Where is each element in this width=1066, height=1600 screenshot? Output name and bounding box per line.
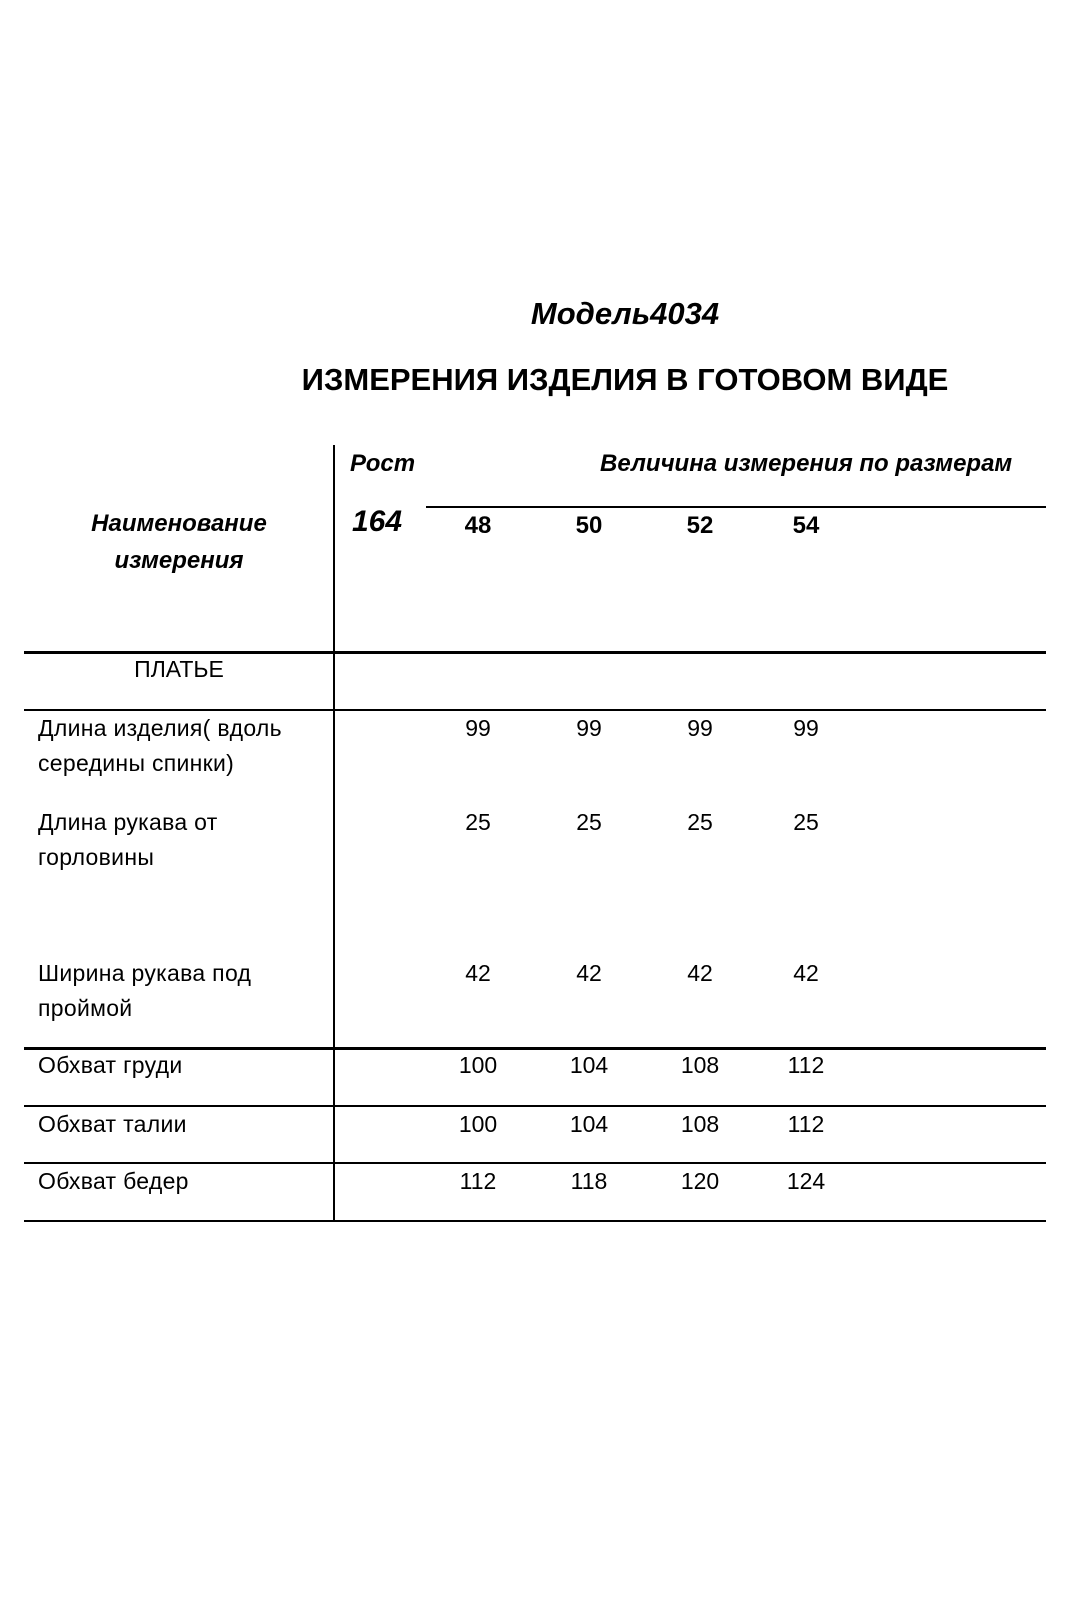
header-divider [24, 651, 1046, 654]
table-cell: 99 [793, 715, 819, 741]
row-label-waist: Обхват талии [38, 1111, 187, 1137]
size-header-underline [426, 506, 1046, 508]
table-cell: 120 [680, 1168, 720, 1194]
table-cell: 42 [687, 960, 713, 986]
size-header-50: 50 [575, 512, 603, 539]
size-header-52: 52 [686, 512, 714, 539]
table-bottom-border [24, 1220, 1046, 1222]
row-label-length: Длина изделия( вдоль середины спинки) [38, 715, 282, 776]
table-cell: 100 [458, 1111, 498, 1137]
row-label-sleeve-width: Ширина рукава под проймой [38, 960, 252, 1021]
table-cell: 112 [787, 1052, 825, 1078]
row-label-hips: Обхват бедер [38, 1168, 189, 1194]
document-title: ИЗМЕРЕНИЯ ИЗДЕЛИЯ В ГОТОВОМ ВИДЕ [301, 362, 949, 397]
table-cell: 108 [680, 1052, 720, 1078]
height-label: Рост [350, 450, 416, 477]
column-divider [333, 445, 335, 1222]
table-cell: 104 [569, 1111, 609, 1137]
table-cell: 124 [786, 1168, 826, 1194]
table-cell: 112 [459, 1168, 497, 1194]
size-header-54: 54 [792, 512, 820, 539]
table-cell: 108 [680, 1111, 720, 1137]
size-measurement-header: Величина измерения по размерам [600, 450, 1013, 477]
table-cell: 118 [570, 1168, 608, 1194]
table-cell: 99 [687, 715, 713, 741]
table-cell: 42 [576, 960, 602, 986]
table-cell: 42 [465, 960, 491, 986]
row-label-chest: Обхват груди [38, 1052, 183, 1078]
row-label-sleeve-length: Длина рукава от горловины [38, 809, 218, 870]
size-header-48: 48 [464, 512, 492, 539]
table-cell: 100 [458, 1052, 498, 1078]
table-cell: 42 [793, 960, 819, 986]
measurement-name-header: Наименование измерения [91, 510, 267, 574]
model-title: Модель4034 [530, 296, 720, 331]
section-label-dress: ПЛАТЬЕ [134, 656, 224, 682]
table-cell: 99 [465, 715, 491, 741]
table-cell: 25 [465, 809, 491, 835]
table-cell: 104 [569, 1052, 609, 1078]
table-cell: 25 [687, 809, 713, 835]
table-cell: 25 [576, 809, 602, 835]
table-cell: 112 [787, 1111, 825, 1137]
table-cell: 25 [793, 809, 819, 835]
height-value: 164 [352, 505, 403, 538]
table-cell: 99 [576, 715, 602, 741]
